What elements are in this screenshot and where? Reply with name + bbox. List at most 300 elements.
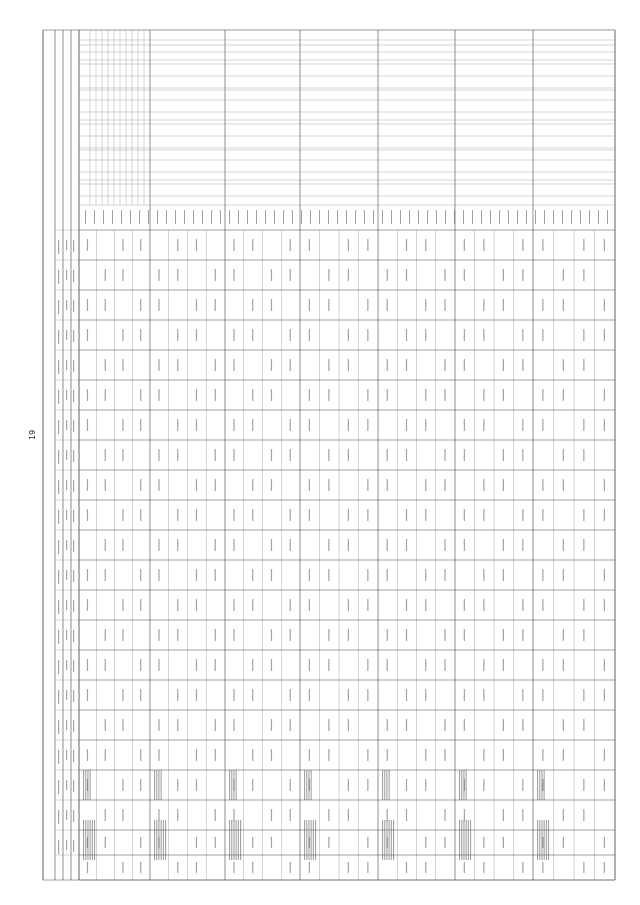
cell-text-mark — [105, 629, 106, 641]
cell-text-mark — [140, 419, 141, 431]
cell-text-mark — [503, 659, 504, 671]
cell-text-mark — [165, 820, 166, 860]
cell-text-mark — [472, 210, 473, 224]
cell-text-mark — [522, 599, 523, 611]
cell-text-mark — [464, 629, 465, 641]
cell-text-mark — [271, 837, 272, 848]
cell-text-mark — [252, 509, 253, 521]
cell-text-mark — [425, 389, 426, 401]
cell-text-mark — [522, 239, 523, 251]
cell-text-mark — [387, 299, 388, 311]
cell-text-mark — [348, 629, 349, 641]
cell-text-mark — [425, 569, 426, 581]
cell-text-mark — [604, 659, 605, 671]
cell-text-mark — [290, 509, 291, 521]
page-number: 19 — [28, 429, 37, 440]
cell-text-mark — [367, 779, 368, 791]
cell-text-mark — [66, 840, 67, 850]
cell-text-mark — [271, 479, 272, 491]
cell-text-mark — [58, 540, 59, 554]
cell-text-mark — [73, 690, 74, 702]
cell-text-mark — [367, 599, 368, 611]
cell-text-mark — [122, 719, 123, 731]
cell-text-mark — [464, 239, 465, 251]
cell-text-mark — [233, 689, 234, 701]
cell-text-mark — [542, 299, 543, 311]
cell-text-mark — [308, 770, 309, 800]
cell-text-mark — [367, 837, 368, 848]
cell-text-mark — [373, 210, 374, 224]
cell-text-mark — [58, 450, 59, 464]
cell-text-mark — [66, 420, 67, 430]
cell-text-mark — [425, 599, 426, 611]
cell-text-mark — [252, 239, 253, 251]
cell-text-mark — [483, 599, 484, 611]
cell-text-mark — [256, 210, 257, 224]
cell-text-mark — [503, 479, 504, 491]
cell-text-mark — [105, 749, 106, 761]
cell-text-mark — [580, 210, 581, 224]
cell-text-mark — [177, 419, 178, 431]
cell-text-mark — [444, 269, 445, 281]
cell-text-mark — [66, 600, 67, 610]
cell-text-mark — [177, 779, 178, 791]
cell-text-mark — [233, 239, 234, 251]
cell-text-mark — [583, 599, 584, 611]
cell-text-mark — [309, 419, 310, 431]
cell-text-mark — [58, 510, 59, 524]
cell-text-mark — [463, 770, 464, 800]
cell-text-mark — [490, 210, 491, 224]
cell-text-mark — [387, 269, 388, 281]
cell-text-mark — [444, 299, 445, 311]
cell-text-mark — [73, 630, 74, 642]
cell-text-mark — [58, 330, 59, 344]
cell-text-mark — [604, 329, 605, 341]
cell-text-mark — [583, 809, 584, 821]
cell-text-mark — [177, 239, 178, 251]
cell-text-mark — [583, 509, 584, 521]
cell-text-mark — [265, 210, 266, 224]
cell-text-mark — [215, 269, 216, 281]
cell-text-mark — [589, 210, 590, 224]
cell-text-mark — [409, 210, 410, 224]
cell-text-mark — [348, 599, 349, 611]
cell-text-mark — [367, 389, 368, 401]
cell-text-mark — [425, 689, 426, 701]
cell-text-mark — [105, 569, 106, 581]
cell-text-mark — [425, 239, 426, 251]
cell-text-mark — [563, 719, 564, 731]
cell-text-mark — [252, 419, 253, 431]
cell-text-mark — [58, 420, 59, 434]
cell-text-mark — [548, 820, 549, 860]
cell-text-mark — [425, 419, 426, 431]
cell-text-mark — [541, 820, 542, 860]
cell-text-mark — [58, 810, 59, 824]
cell-text-mark — [87, 820, 88, 860]
cell-text-mark — [140, 389, 141, 401]
cell-text-mark — [499, 210, 500, 224]
cell-text-mark — [66, 300, 67, 310]
cell-text-mark — [406, 239, 407, 251]
cell-text-mark — [348, 269, 349, 281]
cell-text-mark — [604, 862, 605, 873]
cell-text-mark — [444, 569, 445, 581]
cell-text-mark — [252, 479, 253, 491]
cell-text-mark — [337, 210, 338, 224]
cell-text-mark — [541, 770, 542, 800]
cell-text-mark — [58, 690, 59, 704]
cell-text-mark — [290, 779, 291, 791]
cell-text-mark — [508, 210, 509, 224]
cell-text-mark — [583, 239, 584, 251]
cell-text-mark — [406, 779, 407, 791]
cell-text-mark — [522, 509, 523, 521]
cell-text-mark — [461, 770, 462, 800]
cell-text-mark — [271, 359, 272, 371]
cell-text-mark — [425, 299, 426, 311]
cell-text-mark — [233, 329, 234, 341]
cell-text-mark — [468, 820, 469, 860]
cell-text-mark — [215, 719, 216, 731]
cell-text-mark — [348, 809, 349, 821]
cell-text-mark — [158, 749, 159, 761]
cell-text-mark — [158, 569, 159, 581]
cell-text-mark — [66, 390, 67, 400]
cell-text-mark — [105, 479, 106, 491]
cell-text-mark — [522, 779, 523, 791]
cell-text-mark — [73, 270, 74, 282]
cell-text-mark — [522, 539, 523, 551]
cell-text-mark — [386, 820, 387, 860]
cell-text-mark — [425, 779, 426, 791]
cell-text-mark — [73, 720, 74, 732]
cell-text-mark — [444, 809, 445, 821]
cell-text-mark — [87, 862, 88, 873]
cell-text-mark — [503, 569, 504, 581]
cell-text-mark — [233, 820, 234, 860]
cell-text-mark — [301, 210, 302, 224]
cell-text-mark — [503, 449, 504, 461]
cell-text-mark — [283, 210, 284, 224]
cell-text-mark — [252, 862, 253, 873]
cell-text-mark — [252, 599, 253, 611]
cell-text-mark — [542, 239, 543, 251]
cell-text-mark — [211, 210, 212, 224]
cell-text-mark — [444, 389, 445, 401]
cell-text-mark — [542, 659, 543, 671]
cell-text-mark — [604, 479, 605, 491]
cell-text-mark — [148, 210, 149, 224]
cell-text-mark — [328, 629, 329, 641]
cell-text-mark — [503, 837, 504, 848]
cell-text-mark — [184, 210, 185, 224]
cell-text-mark — [367, 749, 368, 761]
cell-text-mark — [367, 862, 368, 873]
cell-text-mark — [387, 479, 388, 491]
cell-text-mark — [158, 449, 159, 461]
cell-text-mark — [58, 600, 59, 614]
cell-text-mark — [309, 479, 310, 491]
cell-text-mark — [387, 629, 388, 641]
cell-text-mark — [367, 239, 368, 251]
cell-text-mark — [58, 390, 59, 404]
cell-text-mark — [73, 510, 74, 522]
cell-text-mark — [105, 837, 106, 848]
cell-text-mark — [73, 750, 74, 762]
cell-text-mark — [328, 719, 329, 731]
cell-text-mark — [563, 449, 564, 461]
cell-text-mark — [445, 210, 446, 224]
cell-text-mark — [427, 210, 428, 224]
cell-text-mark — [90, 820, 91, 860]
cell-text-mark — [309, 659, 310, 671]
cell-text-mark — [66, 540, 67, 550]
cell-text-mark — [158, 539, 159, 551]
cell-text-mark — [348, 449, 349, 461]
cell-text-mark — [604, 419, 605, 431]
cell-text-mark — [58, 750, 59, 764]
cell-text-mark — [66, 360, 67, 370]
cell-text-mark — [387, 749, 388, 761]
cell-text-mark — [364, 210, 365, 224]
cell-text-mark — [58, 630, 59, 644]
cell-text-mark — [386, 770, 387, 800]
cell-text-mark — [483, 419, 484, 431]
cell-text-mark — [454, 210, 455, 224]
cell-text-mark — [309, 239, 310, 251]
cell-text-mark — [328, 659, 329, 671]
cell-text-mark — [92, 820, 93, 860]
cell-text-mark — [202, 210, 203, 224]
cell-text-mark — [309, 689, 310, 701]
cell-text-mark — [315, 820, 316, 860]
cell-text-mark — [425, 749, 426, 761]
cell-text-mark — [483, 479, 484, 491]
cell-text-mark — [177, 599, 178, 611]
cell-text-mark — [290, 449, 291, 461]
cell-text-mark — [87, 749, 88, 761]
cell-text-mark — [522, 329, 523, 341]
cell-text-mark — [90, 770, 91, 800]
cell-text-mark — [73, 360, 74, 372]
cell-text-mark — [328, 809, 329, 821]
cell-text-mark — [348, 539, 349, 551]
cell-text-mark — [503, 539, 504, 551]
cell-text-mark — [158, 629, 159, 641]
cell-text-mark — [85, 770, 86, 800]
cell-text-mark — [87, 770, 88, 800]
cell-text-mark — [73, 420, 74, 432]
cell-text-mark — [309, 299, 310, 311]
cell-text-mark — [105, 539, 106, 551]
cell-text-mark — [158, 359, 159, 371]
cell-text-mark — [215, 479, 216, 491]
cell-text-mark — [387, 389, 388, 401]
cell-text-mark — [483, 239, 484, 251]
cell-text-mark — [464, 539, 465, 551]
cell-text-mark — [177, 509, 178, 521]
cell-text-mark — [387, 719, 388, 731]
cell-text-mark — [105, 269, 106, 281]
cell-text-mark — [290, 419, 291, 431]
cell-text-mark — [310, 210, 311, 224]
cell-text-mark — [233, 629, 234, 641]
cell-text-mark — [105, 389, 106, 401]
cell-text-mark — [406, 329, 407, 341]
cell-text-mark — [140, 569, 141, 581]
cell-text-mark — [563, 269, 564, 281]
cell-text-mark — [158, 820, 159, 860]
cell-text-mark — [252, 659, 253, 671]
cell-text-mark — [196, 659, 197, 671]
cell-text-mark — [346, 210, 347, 224]
cell-text-mark — [425, 837, 426, 848]
cell-text-mark — [87, 569, 88, 581]
cell-text-mark — [328, 837, 329, 848]
cell-text-mark — [309, 749, 310, 761]
cell-text-mark — [483, 389, 484, 401]
cell-text-mark — [290, 809, 291, 821]
cell-text-mark — [87, 299, 88, 311]
cell-text-mark — [193, 210, 194, 224]
cell-text-mark — [140, 749, 141, 761]
cell-text-mark — [271, 659, 272, 671]
cell-text-mark — [233, 509, 234, 521]
cell-text-mark — [466, 820, 467, 860]
cell-text-mark — [122, 419, 123, 431]
cell-text-mark — [73, 240, 74, 252]
cell-text-mark — [140, 299, 141, 311]
cell-text-mark — [158, 299, 159, 311]
cell-text-mark — [196, 779, 197, 791]
cell-text-mark — [83, 770, 84, 800]
cell-text-mark — [290, 539, 291, 551]
cell-text-mark — [73, 450, 74, 462]
cell-text-mark — [328, 210, 329, 224]
cell-text-mark — [252, 749, 253, 761]
cell-text-mark — [463, 210, 464, 224]
cell-text-mark — [140, 599, 141, 611]
cell-text-mark — [103, 210, 104, 224]
cell-text-mark — [252, 837, 253, 848]
cell-text-mark — [87, 329, 88, 341]
cell-text-mark — [94, 820, 95, 860]
cell-text-mark — [271, 449, 272, 461]
cell-text-mark — [177, 689, 178, 701]
cell-text-mark — [196, 419, 197, 431]
cell-text-mark — [66, 630, 67, 640]
cell-text-mark — [464, 329, 465, 341]
cell-text-mark — [604, 299, 605, 311]
cell-text-mark — [348, 239, 349, 251]
cell-text-mark — [348, 419, 349, 431]
cell-text-mark — [87, 239, 88, 251]
cell-text-mark — [309, 569, 310, 581]
cell-text-mark — [470, 820, 471, 860]
cell-text-mark — [306, 770, 307, 800]
cell-text-mark — [233, 719, 234, 731]
cell-text-mark — [177, 359, 178, 371]
cell-text-mark — [425, 862, 426, 873]
cell-text-mark — [140, 837, 141, 848]
cell-text-mark — [406, 359, 407, 371]
cell-text-mark — [233, 419, 234, 431]
table-text — [58, 210, 608, 873]
cell-text-mark — [348, 689, 349, 701]
cell-text-mark — [73, 330, 74, 342]
cell-text-mark — [553, 210, 554, 224]
cell-text-mark — [387, 539, 388, 551]
cell-text-mark — [382, 210, 383, 224]
cell-text-mark — [158, 269, 159, 281]
cell-text-mark — [66, 510, 67, 520]
cell-text-mark — [105, 659, 106, 671]
cell-text-mark — [503, 629, 504, 641]
cell-text-mark — [177, 629, 178, 641]
cell-text-mark — [387, 359, 388, 371]
cell-text-mark — [562, 210, 563, 224]
cell-text-mark — [387, 449, 388, 461]
cell-text-mark — [466, 770, 467, 800]
cell-text-mark — [464, 719, 465, 731]
cell-text-mark — [105, 299, 106, 311]
cell-text-mark — [537, 820, 538, 860]
cell-text-mark — [309, 389, 310, 401]
cell-text-mark — [229, 210, 230, 224]
cell-text-mark — [73, 810, 74, 822]
cell-text-mark — [604, 389, 605, 401]
cell-text-mark — [290, 269, 291, 281]
cell-text-mark — [140, 479, 141, 491]
cell-text-mark — [158, 809, 159, 821]
cell-text-mark — [177, 449, 178, 461]
cell-text-mark — [105, 359, 106, 371]
cell-text-mark — [542, 389, 543, 401]
cell-text-mark — [177, 809, 178, 821]
cell-text-mark — [290, 629, 291, 641]
cell-text-mark — [583, 539, 584, 551]
cell-text-mark — [122, 599, 123, 611]
cell-text-mark — [122, 689, 123, 701]
cell-text-mark — [483, 779, 484, 791]
cell-text-mark — [177, 539, 178, 551]
cell-text-mark — [271, 749, 272, 761]
cell-text-mark — [503, 749, 504, 761]
cell-text-mark — [539, 820, 540, 860]
cell-text-mark — [444, 659, 445, 671]
cell-text-mark — [464, 862, 465, 873]
cell-text-mark — [563, 359, 564, 371]
cell-text-mark — [140, 659, 141, 671]
cell-text-mark — [196, 479, 197, 491]
cell-text-mark — [406, 449, 407, 461]
cell-text-mark — [389, 820, 390, 860]
cell-text-mark — [58, 660, 59, 674]
cell-text-mark — [233, 862, 234, 873]
cell-text-mark — [313, 820, 314, 860]
cell-text-mark — [238, 820, 239, 860]
cell-text-mark — [406, 689, 407, 701]
cell-text-mark — [271, 719, 272, 731]
cell-text-mark — [583, 629, 584, 641]
cell-text-mark — [598, 210, 599, 224]
cell-text-mark — [292, 210, 293, 224]
cell-text-mark — [252, 329, 253, 341]
cell-text-mark — [140, 509, 141, 521]
cell-text-mark — [215, 359, 216, 371]
